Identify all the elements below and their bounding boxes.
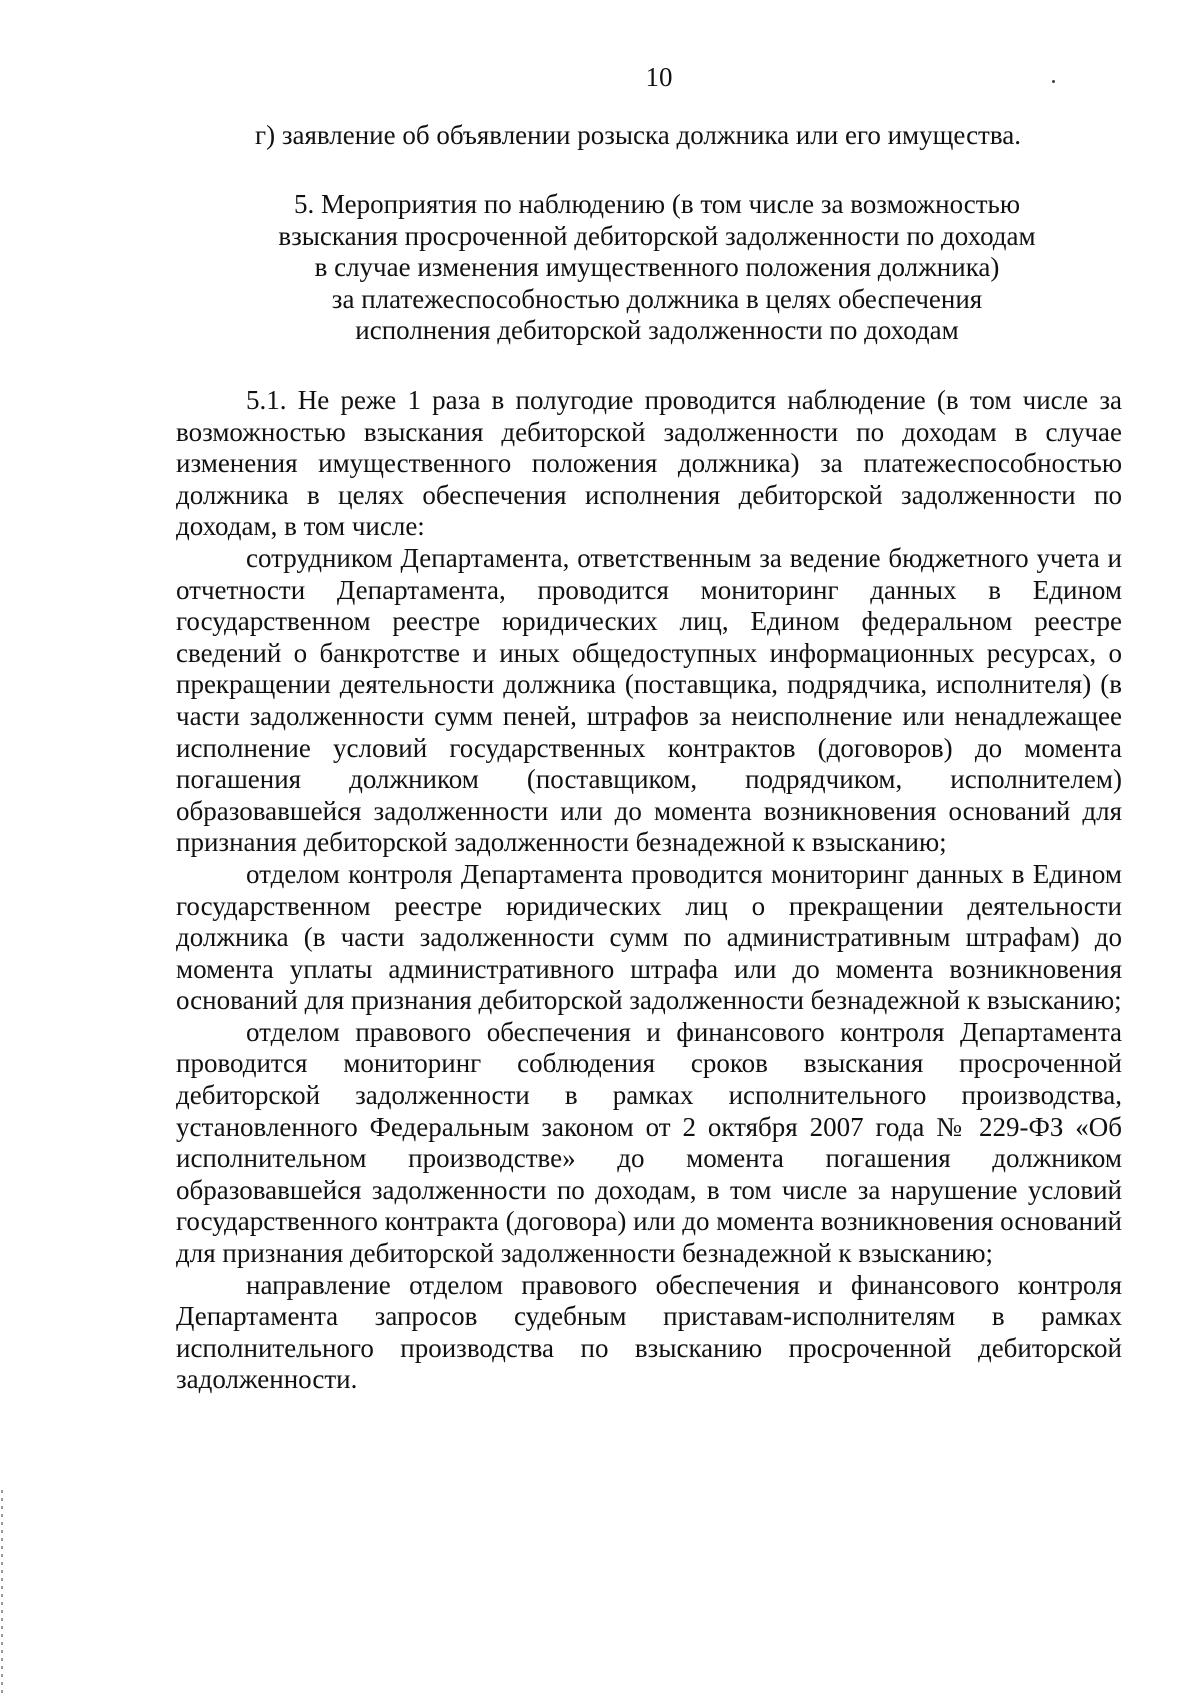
paragraph-legal-monitoring: отделом правового обеспечения и финансового контроля Департамента проводится мониторинг соблюдения сроков взыскания просроченной дебиторской задолженности в рамках исполнительного производства, установленного Федеральным законом от 2 октября 2007 года № 229-ФЗ «Об исполнительном производстве» до момента погашения должником образовавшейся задолженности по доходам, в том числе за нарушение условий государственного контракта (договора) или до момента возникновения оснований для признания дебиторской задолженности безнадежной к взысканию; [176, 1016, 1122, 1269]
page-number: 10 [645, 62, 673, 92]
section-heading-line: взыскания просроченной дебиторской задолженности по доходам [278, 220, 1036, 251]
paragraph-bailiff-requests: направление отделом правового обеспечения и финансового контроля Департамента запросов судебным приставам-исполнителям в рамках исполнительного производства по взысканию просроченной дебиторской задолженности. [176, 1269, 1122, 1395]
section-heading-line: исполнения дебиторской задолженности по доходам [355, 315, 959, 345]
section-body [176, 385, 1122, 1396]
section-heading-line: 5. Мероприятия по наблюдению (в том числе за возможностью [293, 189, 1021, 219]
paragraph-control-monitoring: отделом контроля Департамента проводится мониторинг данных в Едином государственном реестре юридических лиц о прекращении деятельности должника (в части задолженности сумм по административным штрафам) до момента уплаты административного штрафа или до момента возникновения оснований для признания дебиторской задолженности безнадежной к взысканию; [176, 858, 1122, 1016]
section-heading-line: в случае изменения имущественного положения должника) [314, 252, 1000, 282]
paragraph-5-1: 5.1. Не реже 1 раза в полугодие проводится наблюдение (в том числе за возможностью взыскания дебиторской задолженности по доходам в случае изменения имущественного положения должника) за платежеспособностью должника в целях обеспечения исполнения дебиторской задолженности по доходам, в том числе: [176, 385, 1122, 542]
section-heading [200, 189, 1114, 347]
paragraph-accounting-monitoring: сотрудником Департамента, ответственным за ведение бюджетного учета и отчетности Департамента, проводится мониторинг данных в Едином государственном реестре юридических лиц, Едином федеральном реестре сведений о банкротстве и иных общедоступных информационных ресурсах, о прекращении деятельности должника (поставщика, подрядчика, исполнителя) (в части задолженности сумм пеней, штрафов за неисполнение или ненадлежащее исполнение условий государственных контрактов (договоров) до момента погашения должником (поставщиком, подрядчиком, исполнителем) образовавшейся задолженности или до момента возникновения оснований для признания дебиторской задолженности безнадежной к взысканию; [176, 542, 1122, 858]
intro-item: г) заявление об объявлении розыска должника или его имущества. [255, 120, 1021, 150]
scan-margin-mark [1, 1490, 3, 1697]
section-heading-line: за платежеспособностью должника в целях обеспечения [331, 283, 983, 314]
